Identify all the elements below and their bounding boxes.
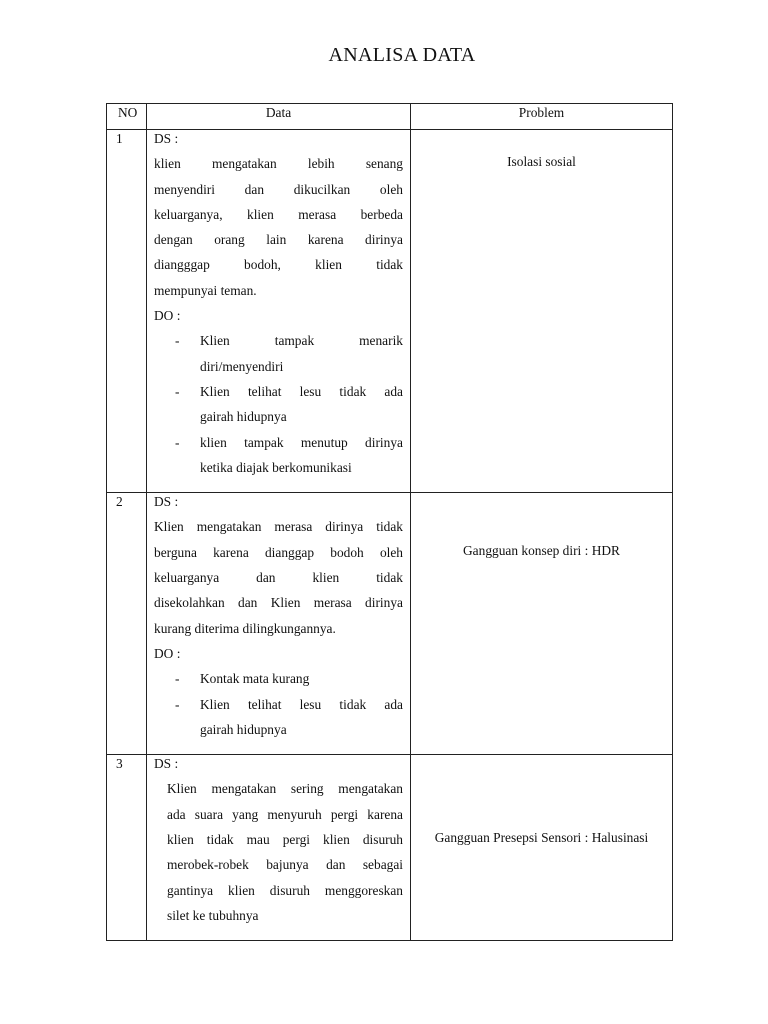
row-data-cell: [147, 755, 411, 941]
do-line: diri/menyendiri: [200, 358, 284, 374]
do-item: [154, 696, 403, 747]
do-line: Klien tampak menarik: [200, 333, 403, 349]
ds-paragraph: [154, 518, 403, 644]
ds-line: disekolahkan dan Klien merasa dirinya: [154, 595, 403, 611]
do-line: ketika diajak berkomunikasi: [200, 459, 352, 475]
row-problem-cell: [411, 493, 673, 755]
bullet-dash: -: [175, 671, 180, 687]
page-title: ANALISA DATA: [328, 44, 476, 66]
problem-text: Gangguan Presepsi Sensori : Halusinasi: [434, 830, 649, 846]
row-number: 2: [107, 493, 147, 755]
header-data: Data: [147, 104, 411, 130]
do-line: gairah hidupnya: [200, 721, 287, 737]
table-row: [107, 493, 673, 755]
ds-line: Klien mengatakan sering mengatakan: [167, 781, 403, 797]
ds-line: klien tidak mau pergi klien disuruh: [167, 832, 403, 848]
ds-line: Klien mengatakan merasa dirinya tidak: [154, 519, 403, 535]
ds-line: keluarganya dan klien tidak: [154, 570, 403, 586]
ds-line: klien mengatakan lebih senang: [154, 156, 403, 172]
row-data-cell: [147, 130, 411, 493]
do-label: DO :: [154, 645, 181, 661]
ds-paragraph: [154, 780, 403, 932]
ds-line: silet ke tubuhnya: [167, 907, 259, 923]
table-row: [107, 755, 673, 941]
do-item: [154, 332, 403, 383]
ds-line: dengan orang lain karena dirinya: [154, 232, 403, 248]
do-line: Kontak mata kurang: [200, 671, 310, 687]
ds-label: DS :: [154, 756, 179, 772]
do-item: [154, 670, 403, 695]
bullet-dash: -: [175, 434, 180, 450]
table-row: [107, 130, 673, 493]
ds-label: DS :: [154, 131, 179, 146]
row-data-cell: [147, 493, 411, 755]
row-number: 1: [107, 130, 147, 493]
ds-line: diangggap bodoh, klien tidak: [154, 257, 403, 273]
do-item: [154, 383, 403, 434]
do-line: Klien telihat lesu tidak ada: [200, 383, 403, 399]
analysis-table: [106, 103, 673, 941]
ds-line: merobek-robek bajunya dan sebagai: [167, 857, 403, 873]
ds-line: menyendiri dan dikucilkan oleh: [154, 181, 403, 197]
ds-line: keluarganya, klien merasa berbeda: [154, 206, 403, 222]
problem-text: Isolasi sosial: [507, 154, 576, 169]
ds-line: gantinya klien disuruh menggoreskan: [167, 882, 403, 898]
do-item: [154, 434, 403, 485]
ds-label: DS :: [154, 494, 179, 510]
table-header-row: [107, 104, 673, 130]
bullet-dash: -: [175, 333, 180, 349]
row-number: 3: [107, 755, 147, 941]
ds-paragraph: [154, 155, 403, 307]
problem-text: Gangguan konsep diri : HDR: [463, 543, 620, 559]
header-no: NO: [107, 104, 147, 130]
do-label: DO :: [154, 308, 181, 324]
ds-line: kurang diterima dilingkungannya.: [154, 620, 336, 636]
do-line: gairah hidupnya: [200, 409, 287, 425]
ds-line: mempunyai teman.: [154, 282, 257, 298]
do-line: klien tampak menutup dirinya: [200, 434, 403, 450]
bullet-dash: -: [175, 696, 180, 712]
row-problem-cell: [411, 130, 673, 493]
do-line: Klien telihat lesu tidak ada: [200, 696, 403, 712]
bullet-dash: -: [175, 383, 180, 399]
row-problem-cell: [411, 755, 673, 941]
header-problem: Problem: [411, 104, 673, 130]
ds-line: berguna karena dianggap bodoh oleh: [154, 544, 403, 560]
ds-line: ada suara yang menyuruh pergi karena: [167, 806, 403, 822]
